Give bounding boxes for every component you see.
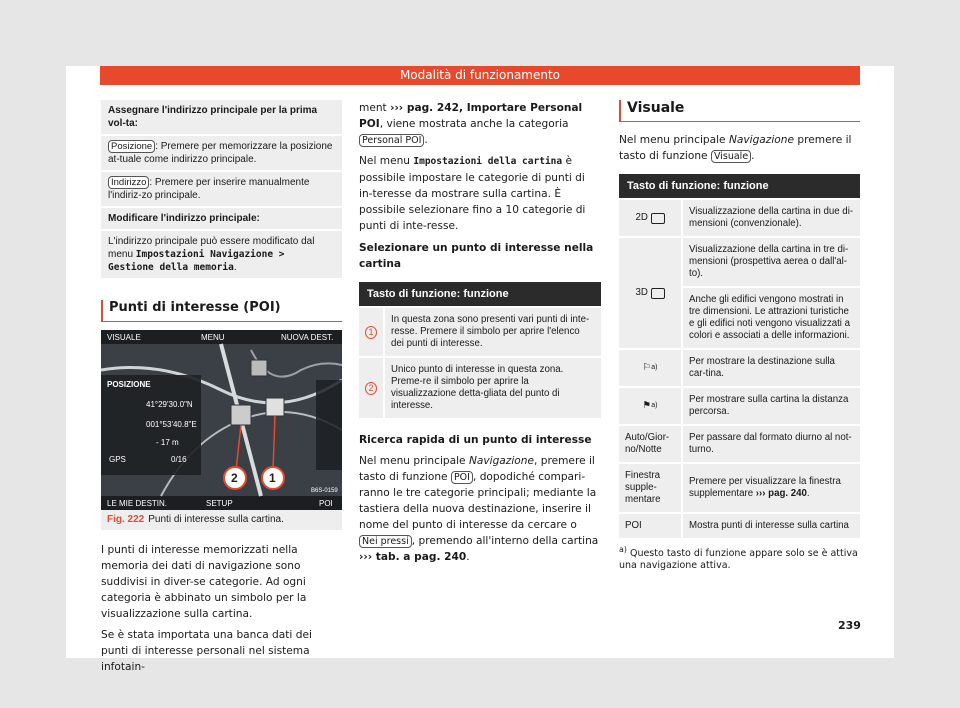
qs-text-e: . (466, 551, 470, 563)
footnote-ref: a) (651, 402, 658, 409)
row-text-window-end: . (806, 488, 810, 499)
indirizzo-key[interactable]: Indirizzo (108, 176, 149, 189)
map-gps-label: GPS (109, 455, 126, 464)
col2-paragraph-2 (359, 153, 601, 234)
destination-flag-icon: ⚐ (642, 362, 652, 373)
row-text-2d: Visualizzazione della cartina in due di-mensioni (convenzionale). (681, 200, 860, 236)
visuale-paragraph (619, 132, 860, 164)
visuale-title: Visuale (619, 100, 860, 122)
modify-text: L'indirizzo principale può essere modificato dal menu (108, 236, 315, 260)
callout-2: 2 (231, 471, 238, 485)
callout-num-2: 2 (365, 382, 377, 395)
row-text-3d-extra: Anche gli edifici vengono mostrati in tre dimensioni. Le attrazioni turistiche e gli edifici noti vengono visualizzati a colori e associati a delle informazioni. (683, 286, 860, 348)
page-240-link[interactable]: ››› pag. 240 (755, 488, 807, 499)
row-key-cell (619, 238, 681, 348)
row-text-distance: Per mostrare sulla cartina la distanza percorsa. (681, 388, 860, 424)
box-title-1: Assegnare l'indirizzo principale per la prima vol-ta: (101, 100, 342, 134)
figure-caption-text: Punti di interesse sulla cartina. (148, 514, 284, 525)
quick-search-paragraph (359, 453, 601, 565)
indirizzo-text: : Premere per inserire manualmente l'indiriz-zo principale. (108, 177, 310, 201)
poi-row-text: In questa zona sono presenti vari punti di inte-resse. Premere il simbolo per aprire l'elenco dei punti di interesse. (383, 308, 601, 356)
footnote-mark: a) (619, 545, 627, 554)
row-text-3d-cell (681, 238, 860, 348)
col2-p1-text-b: , viene mostrata anche la categoria (379, 118, 569, 130)
select-poi-heading: Selezionare un punto di interesse nella cartina (359, 242, 594, 270)
row-key-cell (619, 350, 681, 386)
footnote (619, 544, 860, 572)
quick-search-body (359, 432, 601, 565)
map-setup-button[interactable]: SETUP (206, 499, 233, 508)
map-posizione-label: POSIZIONE (107, 380, 151, 389)
personal-poi-link[interactable]: ››› pag. 242, Importare Personal POI (359, 102, 583, 130)
visuale-table-header: Tasto di funzione: funzione (619, 174, 860, 198)
poi-key[interactable]: POI (451, 471, 473, 484)
poi-table-row (359, 308, 601, 356)
visuale-row-destination (619, 350, 860, 386)
figure-number: Fig. 222 (107, 514, 145, 525)
qs-text-d: , premendo all'interno della cartina (411, 535, 599, 547)
map-count: 0/16 (171, 455, 187, 464)
poi-section-title: Punti di interesse (POI) (101, 300, 342, 322)
poi-paragraph-1: I punti di interesse memorizzati nella memoria dei dati di navigazione sono suddivisi in diver-se categorie. Ad ogni categoria è abbinato un simbolo per la visualizzazione sulla cartina. (101, 544, 307, 620)
nei-pressi-key[interactable]: Nei pressi (359, 535, 412, 548)
map-mie-destin-button[interactable]: LE MIE DESTIN. (107, 499, 168, 508)
key-auto-day-night: Auto/Gior-no/Notte (625, 432, 670, 455)
row-key-cell (619, 200, 681, 236)
map-visuale-button[interactable]: VISUALE (107, 333, 141, 342)
row-text-window: Premere per visualizzare la finestra supplementare (689, 476, 841, 499)
figure-caption (101, 510, 342, 530)
column-2 (359, 100, 601, 570)
row-text-window-cell (681, 464, 860, 512)
map-2d-icon (651, 213, 665, 224)
qs-navigazione: Navigazione (468, 455, 535, 467)
poi-row-text: Unico punto di interesse in questa zona. Preme-re il simbolo per aprire la visualizzazione detta-gliata del punto di interesse. (383, 358, 601, 418)
row-text-daynight: Per passare dal formato diurno al not-turno. (681, 426, 860, 462)
visuale-key[interactable]: Visuale (711, 150, 751, 163)
col2-paragraph-1: ment ››› pag. 242, Importare Personal POI, viene mostrata anche la categoria Personal POI . (359, 102, 583, 146)
poi-body (101, 542, 342, 675)
poi-map-figure (101, 330, 342, 510)
footnote-text: Questo tasto di funzione appare solo se è attiva una navigazione attiva. (619, 548, 858, 572)
map-graphic (101, 330, 342, 510)
row-text-3d: Visualizzazione della cartina in tre di-mensioni (prospettiva aerea o dall'al-to). (689, 244, 849, 279)
posizione-text: : Premere per memorizzare la posizione at-tuale come indirizzo principale. (108, 141, 333, 165)
visuale-intro (619, 132, 860, 164)
visuale-row-distance (619, 388, 860, 424)
map-poi-button[interactable]: POI (319, 499, 333, 508)
column-1 (101, 100, 342, 680)
vis-text-b: premere il tasto di funzione (619, 134, 852, 162)
key-3d: 3D (635, 287, 648, 298)
route-distance-icon: ⚑ (642, 400, 652, 411)
visuale-row-3d (619, 238, 860, 348)
visuale-row-daynight (619, 426, 860, 462)
tab-page-link[interactable]: ››› tab. a pag. 240 (359, 551, 467, 563)
visuale-row-2d (619, 200, 860, 236)
key-2d: 2D (635, 212, 648, 223)
row-key-cell (619, 388, 681, 424)
poi-paragraph-2: Se è stata importata una banca dati dei punti di interesse personali nel sistema infotain- (101, 629, 312, 673)
row-text-destination: Per mostrare la destinazione sulla car-tina. (681, 350, 860, 386)
modify-menu-path: Impostazioni Navigazione > Gestione della memoria (108, 249, 285, 273)
quick-search-heading: Ricerca rapida di un punto di interesse (359, 434, 592, 446)
poi-row-num-cell (359, 308, 383, 356)
map-latitude: 41°29'30.0"N (146, 400, 193, 409)
qs-text-b: , premere il tasto di funzione (359, 455, 595, 483)
page-header: Modalità di funzionamento (100, 66, 860, 85)
figure-code: B6S-0159 (311, 488, 338, 494)
box-title-2: Modificare l'indirizzo principale: (101, 208, 342, 229)
visuale-row-window (619, 464, 860, 512)
box-posizione (101, 136, 342, 170)
callout-num-1: 1 (365, 326, 377, 339)
col2-p1-text-a: ment (359, 102, 391, 114)
map-settings-menu: Impostazioni della cartina (413, 156, 563, 167)
map-menu-button[interactable]: MENU (201, 333, 225, 342)
map-longitude: 001°53'40.8"E (146, 420, 197, 429)
poi-table-row (359, 358, 601, 418)
map-3d-icon (651, 288, 665, 299)
qs-text-c: , dopodiché compari-ranno le tre categorie principali; mediante la tastiera della nuova destinazione, inserire il nome del punto di interesse da cercare o (359, 471, 597, 531)
key-finestra: Finestra supple-mentare (625, 470, 661, 505)
map-altitude: - 17 m (156, 438, 179, 447)
box-indirizzo (101, 172, 342, 206)
vis-text-a: Nel menu principale (619, 134, 729, 146)
poi-table-header: Tasto di funzione: funzione (359, 282, 601, 306)
qs-text-a: Nel menu principale (359, 455, 469, 467)
page-number: 239 (838, 619, 861, 632)
row-text-poi: Mostra punti di interesse sulla cartina (681, 514, 860, 538)
posizione-key[interactable]: Posizione (108, 140, 155, 153)
col2-p2-text-b: è possibile impostare le categorie di punti di in-teresse da mostrare sulla cartina. È possibile selezionare fino a 10 categorie di punti di inte-resse. (359, 155, 586, 232)
key-poi: POI (625, 520, 642, 531)
vis-navigazione: Navigazione (728, 134, 795, 146)
map-nuova-dest-button[interactable]: NUOVA DEST. (281, 333, 334, 342)
column-3 (619, 100, 860, 572)
col2-body (359, 100, 601, 272)
callout-1: 1 (269, 471, 276, 485)
poi-row-num-cell (359, 358, 383, 418)
footnote-ref: a) (651, 364, 658, 371)
personal-poi-key[interactable]: Personal POI (359, 134, 424, 147)
col2-p2-text-a: Nel menu (359, 155, 414, 167)
box-modify: L'indirizzo principale può essere modificato dal menu Impostazioni Navigazione > Gestione della memoria. (101, 231, 342, 278)
vis-text-c: . (751, 150, 755, 162)
visuale-row-poi (619, 514, 860, 538)
